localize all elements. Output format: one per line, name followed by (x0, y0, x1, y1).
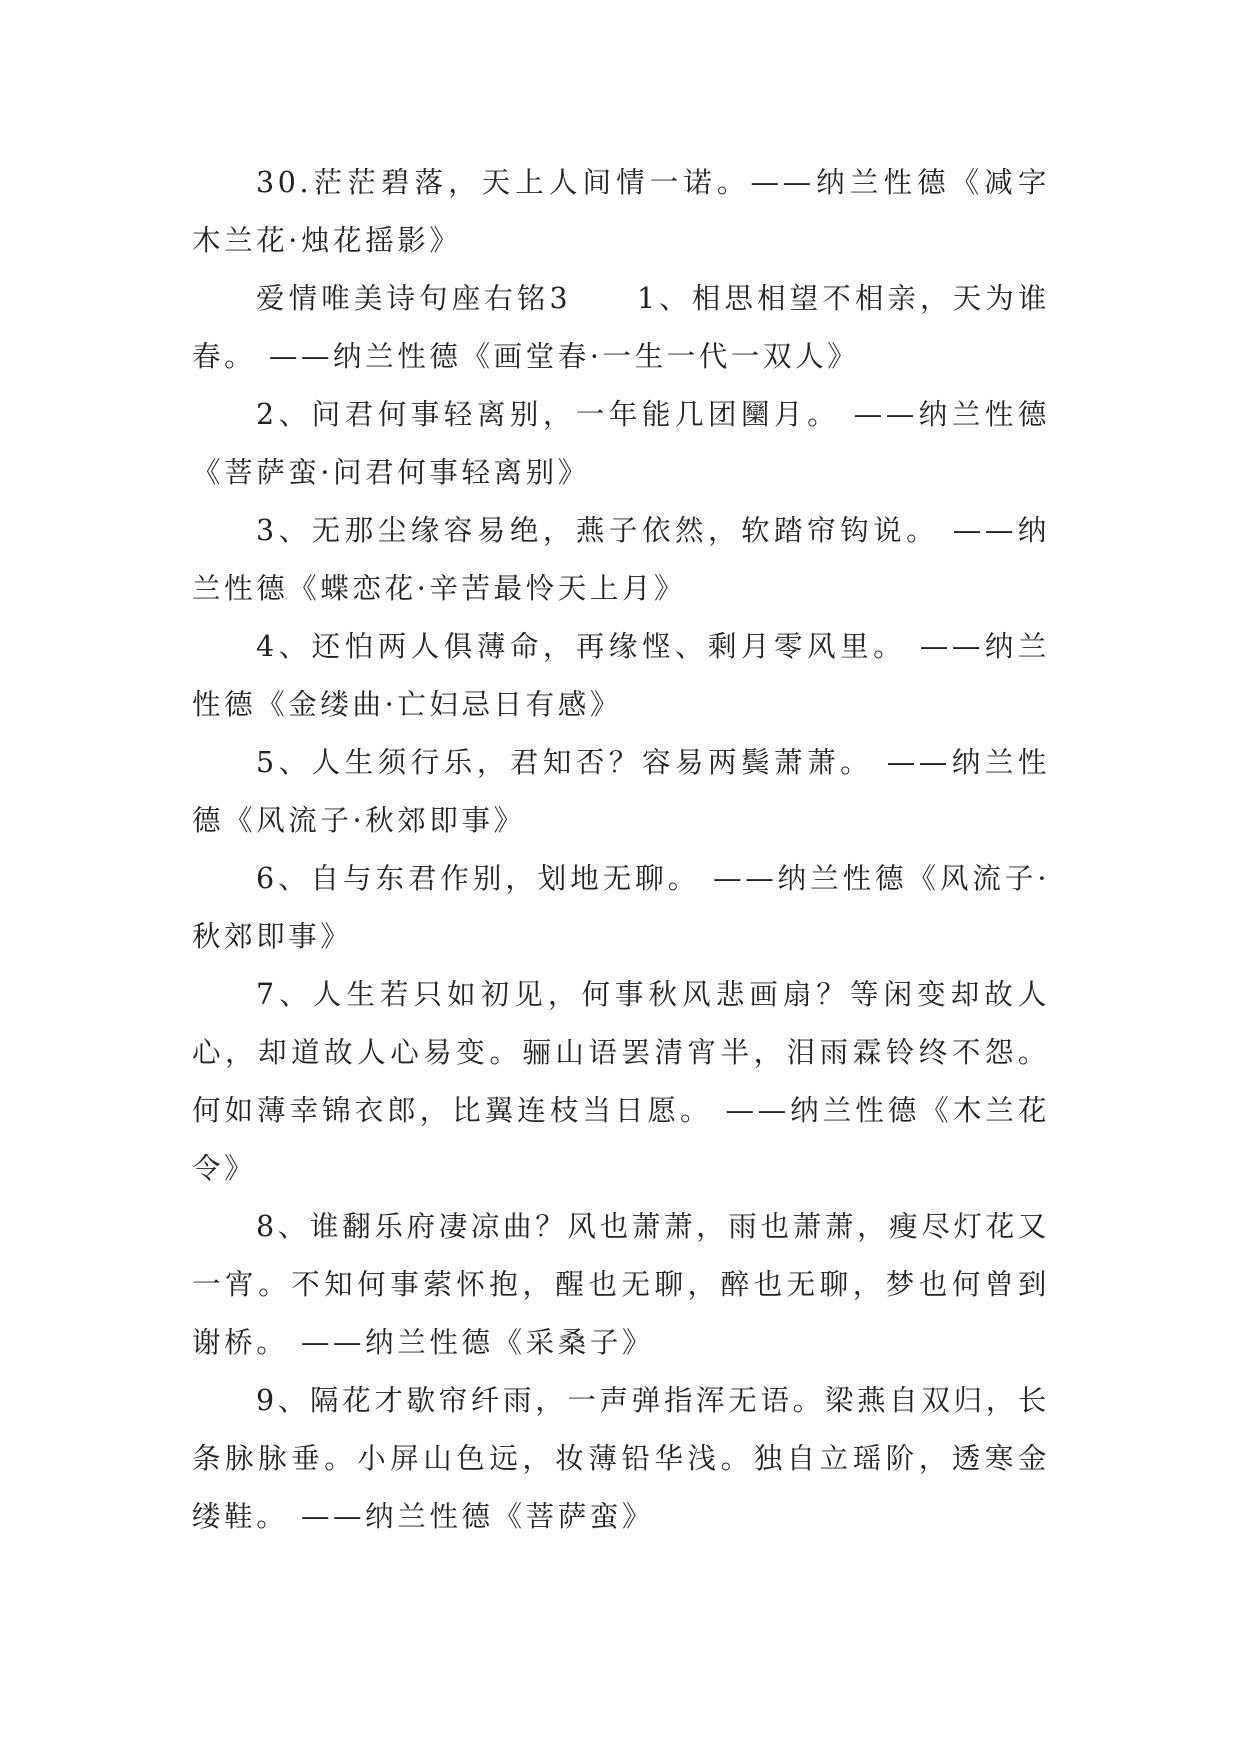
document-body (192, 154, 1050, 1546)
paragraph-item-6: 6、自与东君作别，划地无聊。 ——纳兰性德《风流子·秋郊即事》 (192, 862, 1050, 953)
paragraph-item-5: 5、人生须行乐，君知否？容易两鬓萧萧。 ——纳兰性德《风流子·秋郊即事》 (192, 746, 1050, 837)
paragraph-section-3-item-1: 爱情唯美诗句座右铭3 1、相思相望不相亲，天为谁春。 ——纳兰性德《画堂春·一生一代一双人》 (192, 282, 1050, 373)
paragraph-30: 30.茫茫碧落，天上人间情一诺。——纳兰性德《减字木兰花·烛花摇影》 (192, 166, 1050, 257)
paragraph-item-8: 8、谁翻乐府凄凉曲？风也萧萧，雨也萧萧，瘦尽灯花又一宵。不知何事萦怀抱，醒也无聊，醉也无聊，梦也何曾到谢桥。 ——纳兰性德《采桑子》 (192, 1210, 1050, 1359)
paragraph-item-3: 3、无那尘缘容易绝，燕子依然，软踏帘钩说。 ——纳兰性德《蝶恋花·辛苦最怜天上月》 (192, 514, 1050, 605)
paragraph-item-9: 9、隔花才歇帘纤雨，一声弹指浑无语。梁燕自双归，长条脉脉垂。小屏山色远，妆薄铅华浅。独自立瑶阶，透寒金缕鞋。 ——纳兰性德《菩萨蛮》 (192, 1384, 1050, 1533)
paragraph-item-7: 7、人生若只如初见，何事秋风悲画扇？等闲变却故人心，却道故人心易变。骊山语罢清宵半，泪雨霖铃终不怨。何如薄幸锦衣郎，比翼连枝当日愿。 ——纳兰性德《木兰花令》 (192, 978, 1050, 1185)
paragraph-item-2: 2、问君何事轻离别，一年能几团圞月。 ——纳兰性德《菩萨蛮·问君何事轻离别》 (192, 398, 1050, 489)
paragraph-item-4: 4、还怕两人俱薄命，再缘悭、剩月零风里。 ——纳兰性德《金缕曲·亡妇忌日有感》 (192, 630, 1050, 721)
